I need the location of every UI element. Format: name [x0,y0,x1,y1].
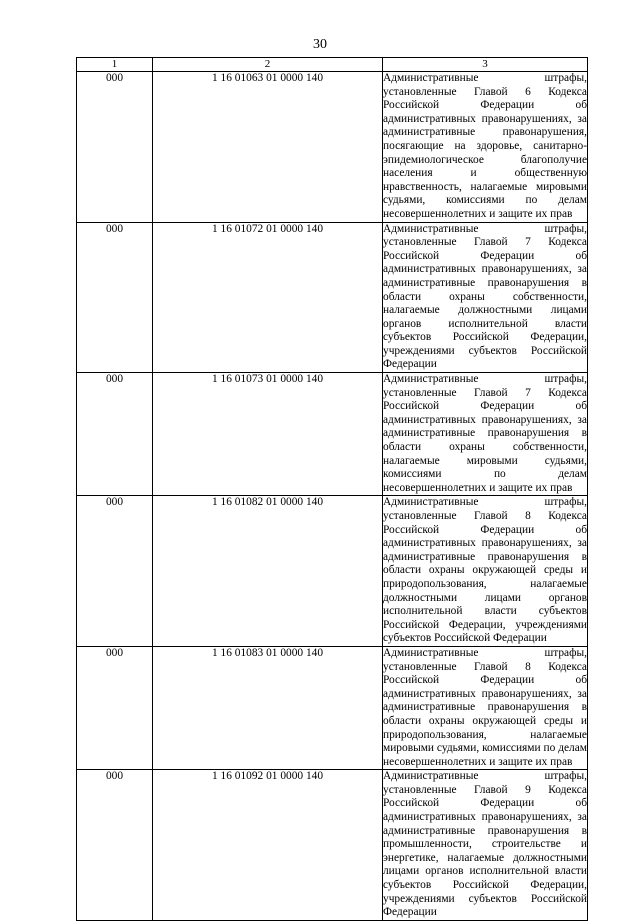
column-header-2: 2 [153,58,383,72]
admin-code-cell: 000 [77,222,153,373]
kbk-code-cell: 1 16 01082 01 0000 140 [153,496,383,647]
table-row [77,496,588,647]
description-cell [383,222,588,373]
admin-code-cell: 000 [77,72,153,223]
kbk-code-cell: 1 16 01072 01 0000 140 [153,222,383,373]
description-cell [383,72,588,223]
description-text: Административные штрафы, установленные Главой 9 Кодекса Российской Федерации об административных правонарушениях, за административные правонарушения в промышленности, строительстве и энергетике, налагаемые должностными лицами органов исполнительной власти субъектов Российской Федерации, учреждениями субъектов Российской Федерации [383,770,587,919]
admin-code-cell: 000 [77,646,153,769]
admin-code-cell: 000 [77,770,153,921]
admin-code-cell: 000 [77,496,153,647]
table-row [77,770,588,921]
kbk-code-cell: 1 16 01092 01 0000 140 [153,770,383,921]
description-cell [383,496,588,647]
table-header-row [77,58,588,72]
budget-codes-table [76,57,588,921]
admin-code-cell: 000 [77,373,153,496]
table-row [77,222,588,373]
kbk-code-cell: 1 16 01083 01 0000 140 [153,646,383,769]
page-number: 30 [313,37,327,52]
table-row [77,646,588,769]
description-text: Административные штрафы, установленные Главой 6 Кодекса Российской Федерации об административных правонарушениях, за административные правонарушения, посягающие на здоровье, санитарно-эпидемиологическое благополучие населения и общественную нравственность, налагаемые мировыми судьями, комиссиями по делам несовершеннолетних и защите их прав [383,72,587,220]
table-row [77,72,588,223]
description-cell [383,646,588,769]
description-cell [383,770,588,921]
description-text: Административные штрафы, установленные Главой 7 Кодекса Российской Федерации об административных правонарушениях, за административные правонарушения в области охраны собственности, налагаемые должностными лицами органов исполнительной власти субъектов Российской Федерации, учреждениями субъектов Российской Федерации [383,222,587,371]
kbk-code-cell: 1 16 01073 01 0000 140 [153,373,383,496]
table-row [77,373,588,496]
kbk-code-cell: 1 16 01063 01 0000 140 [153,72,383,223]
description-text: Административные штрафы, установленные Главой 7 Кодекса Российской Федерации об административных правонарушениях, за административные правонарушения в области охраны собственности, налагаемые мировыми судьями, комиссиями по делам несовершеннолетних и защите их прав [383,373,587,494]
description-text: Административные штрафы, установленные Главой 8 Кодекса Российской Федерации об административных правонарушениях, за административные правонарушения в области охраны окружающей среды и природопользования, налагаемые должностными лицами органов исполнительной власти субъектов Российской Федерации, учреждениями субъектов Российской Федерации [383,496,587,645]
description-cell [383,373,588,496]
description-text: Административные штрафы, установленные Главой 8 Кодекса Российской Федерации об административных правонарушениях, за административные правонарушения в области охраны окружающей среды и природопользования, налагаемые мировыми судьями, комиссиями по делам несовершеннолетних и защите их прав [383,646,587,768]
column-header-3: 3 [383,58,588,72]
column-header-1: 1 [77,58,153,72]
